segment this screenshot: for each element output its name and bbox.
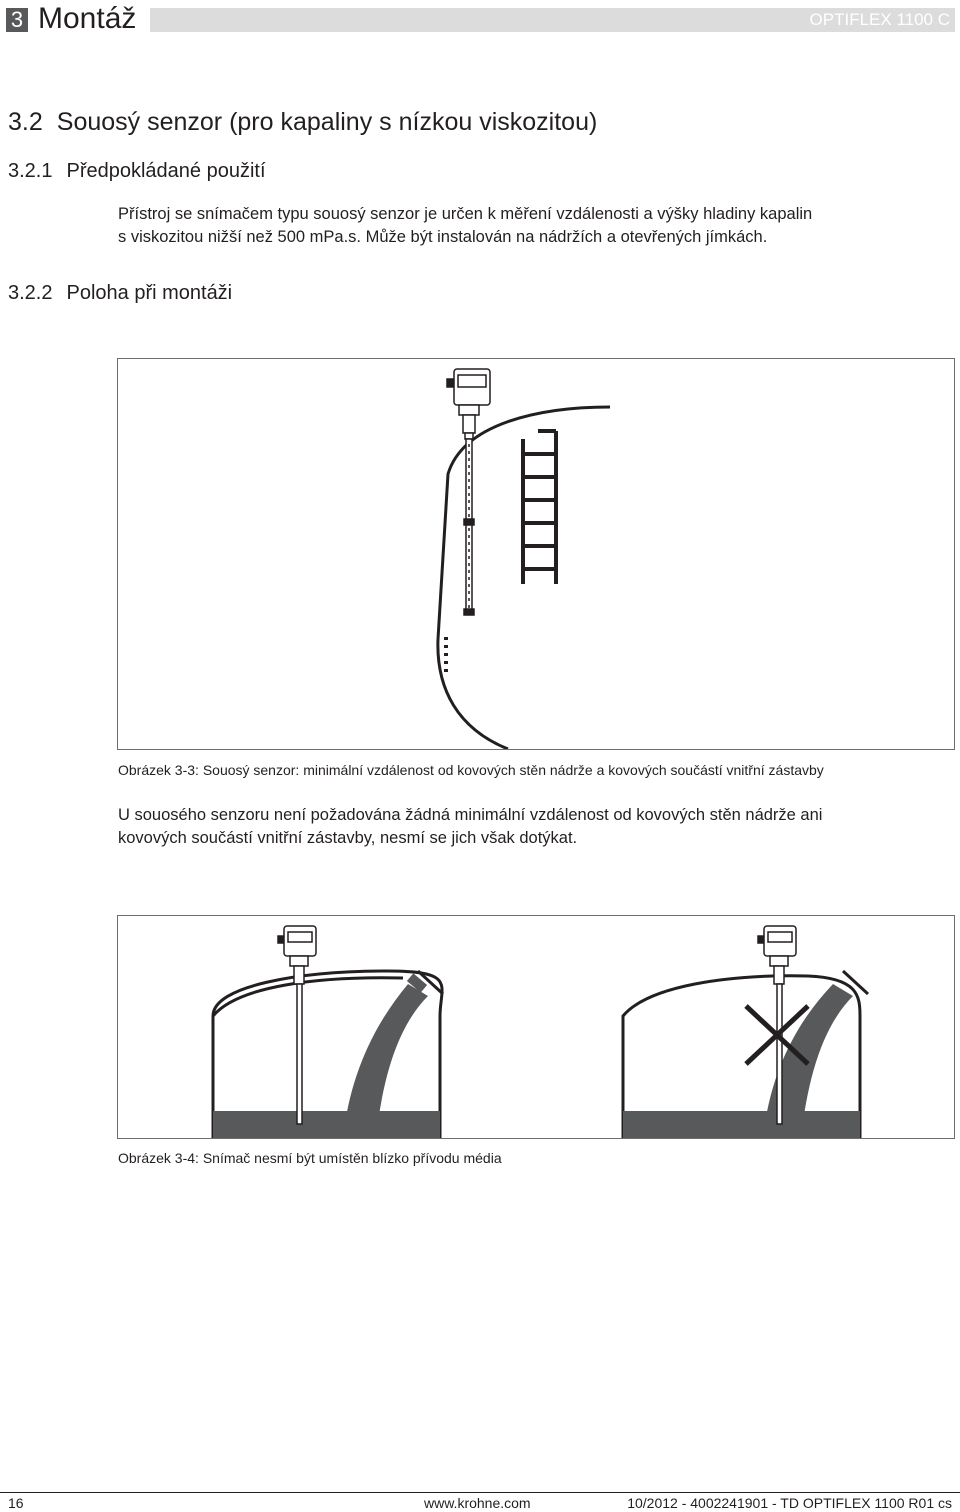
subsection-heading-intended-use — [8, 158, 266, 184]
level-transmitter-device — [447, 369, 490, 439]
coaxial-probe — [297, 984, 302, 1124]
no-minimum-distance-paragraph — [118, 804, 954, 850]
coaxial-probe — [777, 984, 782, 1124]
liquid — [213, 1111, 440, 1138]
tank-outline-top — [213, 978, 403, 1016]
tank-wall-lower — [438, 639, 508, 749]
product-name: OPTIFLEX 1100 C — [809, 10, 950, 29]
figure-3-4-illustration — [118, 916, 954, 1138]
figure-3-3-box — [117, 358, 955, 750]
coaxial-probe — [464, 439, 474, 615]
paragraph-line: U souosého senzoru není požadována žádná minimální vzdálenost od kovových stěn nádrže ani — [118, 806, 823, 824]
section-title: Souosý senzor (pro kapaliny s nízkou viskozitou) — [56, 108, 598, 136]
chapter-title: Montáž — [38, 2, 137, 35]
distance-marks — [444, 637, 448, 672]
paragraph-line: Přístroj se snímačem typu souosý senzor je určen k měření vzdálenosti a výšky hladiny kapalin — [118, 205, 813, 223]
subsection-number: 3.2.1 — [8, 160, 53, 182]
figure-3-3-illustration — [118, 359, 954, 749]
footer-rule — [0, 1492, 960, 1493]
footer-website: www.krohne.com — [424, 1495, 531, 1511]
liquid — [623, 1111, 860, 1138]
intended-use-paragraph — [118, 203, 954, 249]
ladder-internal-structure — [523, 431, 556, 584]
section-heading — [8, 106, 597, 138]
tank-correct — [213, 926, 443, 1138]
page-number: 16 — [8, 1495, 24, 1511]
footer-document-id: 10/2012 - 4002241901 - TD OPTIFLEX 1100 R01 cs — [627, 1495, 952, 1511]
subsection-heading-mounting-position — [8, 280, 232, 306]
tank-incorrect — [623, 926, 868, 1138]
chapter-number-badge: 3 — [6, 8, 28, 32]
subsection-title: Poloha při montáži — [66, 282, 233, 304]
figure-3-4-caption: Obrázek 3-4: Snímač nesmí být umístěn blízko přívodu média — [118, 1150, 502, 1166]
paragraph-line: kovových součástí vnitřní zástavby, nesmí se jich však dotýkat. — [118, 829, 578, 847]
section-number: 3.2 — [8, 108, 43, 136]
subsection-title: Předpokládané použití — [66, 160, 266, 182]
subsection-number: 3.2.2 — [8, 282, 53, 304]
figure-3-3-caption: Obrázek 3-3: Souosý senzor: minimální vzdálenost od kovových stěn nádrže a kovových součástí vnitřní zástavby — [118, 762, 824, 778]
paragraph-line: s viskozitou nižší než 500 mPa.s. Může být instalován na nádržích a otevřených jímkách. — [118, 228, 768, 246]
figure-3-4-box — [117, 915, 955, 1139]
